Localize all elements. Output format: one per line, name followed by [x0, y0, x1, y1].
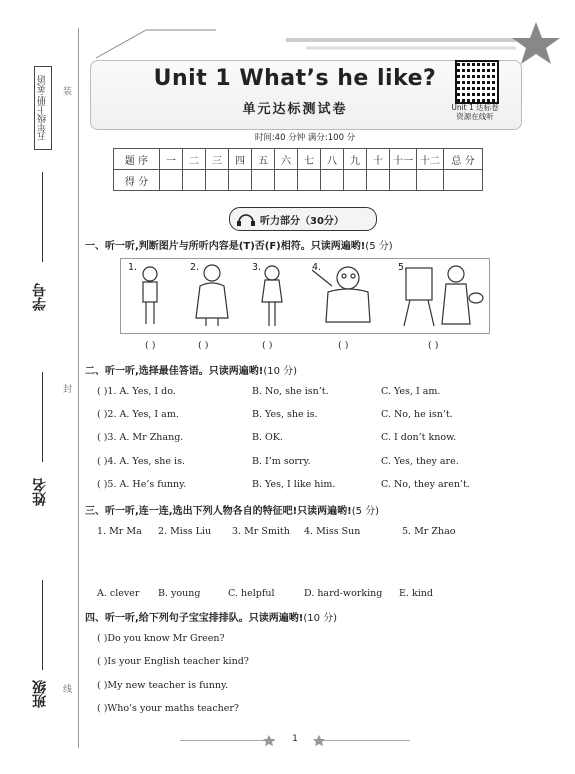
page-title: Unit 1 What’s he like?: [153, 66, 437, 91]
score-cell: 十二: [417, 149, 444, 170]
score-input-cell[interactable]: [275, 170, 298, 191]
star-icon: [512, 22, 560, 64]
score-cell: 十一: [390, 149, 417, 170]
score-cell: 六: [275, 149, 298, 170]
picture-number: 4.: [312, 262, 322, 273]
qr-caption-line2: 资源在线听: [456, 112, 494, 121]
answer-bracket[interactable]: ( ): [338, 340, 349, 351]
section-1-text: 一、听一听,判断图片与所听内容是(T)否(F)相符。只读两遍哟!: [85, 241, 366, 252]
score-table: [113, 148, 483, 191]
page-number: 1: [292, 734, 298, 744]
student-class-line[interactable]: [42, 580, 43, 670]
score-table-header-row: [114, 149, 483, 170]
question-option[interactable]: B. No, she isn’t.: [252, 386, 329, 397]
section-1-title: [85, 237, 393, 252]
listening-banner-label: 听力部分（30分）: [260, 216, 344, 227]
grandma-figure: [196, 265, 228, 326]
question-option[interactable]: ( )2. A. Yes, I am.: [97, 409, 179, 420]
student-class-label: 班级: [32, 680, 48, 708]
trait-option[interactable]: A. clever: [97, 588, 140, 599]
score-table-score-row: [114, 170, 483, 191]
section-4-points: (10 分): [303, 613, 338, 624]
score-input-cell[interactable]: [321, 170, 344, 191]
sentence-item[interactable]: ( )Is your English teacher kind?: [97, 656, 249, 667]
painter-figure: [404, 266, 483, 326]
question-option[interactable]: ( )4. A. Yes, she is.: [97, 456, 185, 467]
question-option[interactable]: B. Yes, I like him.: [252, 479, 336, 490]
score-input-cell[interactable]: [390, 170, 417, 191]
person-name[interactable]: 1. Mr Ma: [97, 526, 142, 537]
section-1-points: (5 分): [365, 241, 393, 252]
star-icon: [313, 735, 325, 746]
score-cell: 二: [183, 149, 206, 170]
footer-line-left: [180, 740, 275, 741]
person-illustrations: [120, 258, 488, 332]
person-name[interactable]: 5. Mr Zhao: [402, 526, 456, 537]
score-input-cell[interactable]: [229, 170, 252, 191]
exam-meta: 时间:40 分钟 满分:100 分: [254, 133, 356, 143]
picture-number: 1.: [128, 262, 138, 273]
section-4-text: 四、听一听,给下列句子宝宝排排队。只读两遍哟!: [85, 613, 304, 624]
question-option[interactable]: C. Yes, I am.: [381, 386, 441, 397]
score-row-label: 得 分: [114, 170, 160, 191]
score-cell: 总 分: [444, 149, 483, 170]
trait-option[interactable]: D. hard-working: [304, 588, 383, 599]
picture-number: 5.: [398, 262, 408, 273]
score-cell: 一: [160, 149, 183, 170]
question-option[interactable]: C. No, he isn’t.: [381, 409, 453, 420]
sentence-item[interactable]: ( )Do you know Mr Green?: [97, 633, 225, 644]
trait-option[interactable]: B. young: [158, 588, 201, 599]
picture-number: 3.: [252, 262, 262, 273]
score-cell: 题 序: [114, 149, 160, 170]
student-name-line[interactable]: [42, 372, 43, 462]
star-icon: [263, 735, 275, 746]
answer-bracket[interactable]: ( ): [262, 340, 273, 351]
score-cell: 三: [206, 149, 229, 170]
question-option[interactable]: B. I’m sorry.: [252, 456, 311, 467]
sentence-item[interactable]: ( )Who’s your maths teacher?: [97, 703, 240, 714]
question-option[interactable]: C. No, they aren’t.: [381, 479, 470, 490]
trait-option[interactable]: C. helpful: [228, 588, 275, 599]
section-3-title: [85, 502, 379, 517]
question-option[interactable]: ( )5. A. He’s funny.: [97, 479, 187, 490]
girl-figure: [262, 266, 282, 326]
question-option[interactable]: ( )3. A. Mr Zhang.: [97, 432, 184, 443]
binding-mark-bottom: 线: [61, 684, 71, 693]
qr-caption: [442, 103, 508, 121]
binding-mark-top: 装: [61, 86, 71, 95]
section-3-text: 三、听一听,连一连,选出下列人物各自的特征吧!只读两遍哟!: [85, 506, 352, 517]
score-input-cell[interactable]: [183, 170, 206, 191]
footer-line-right: [315, 740, 410, 741]
answer-bracket[interactable]: ( ): [145, 340, 156, 351]
section-2-text: 二、听一听,选择最佳答语。只读两遍哟!: [85, 366, 264, 377]
score-cell: 五: [252, 149, 275, 170]
score-input-cell[interactable]: [367, 170, 390, 191]
score-input-cell[interactable]: [344, 170, 367, 191]
qr-caption-line1: Unit 1 达标卷: [451, 103, 499, 112]
score-cell: 九: [344, 149, 367, 170]
qr-code-icon[interactable]: [455, 60, 499, 104]
student-name-label: 姓名: [32, 478, 48, 506]
person-name[interactable]: 3. Mr Smith: [232, 526, 290, 537]
grade-subject-tag: 五年级上册·英语: [34, 66, 52, 150]
score-cell: 四: [229, 149, 252, 170]
score-input-cell[interactable]: [160, 170, 183, 191]
boy-figure: [143, 267, 157, 324]
section-4-title: [85, 609, 337, 624]
question-option[interactable]: B. Yes, she is.: [252, 409, 318, 420]
binding-mark-mid: 封: [61, 384, 71, 393]
score-cell: 七: [298, 149, 321, 170]
score-cell: 十: [367, 149, 390, 170]
section-2-title: [85, 362, 297, 377]
score-input-cell[interactable]: [444, 170, 483, 191]
binding-line: [78, 28, 79, 748]
person-name[interactable]: 2. Miss Liu: [158, 526, 212, 537]
answer-bracket[interactable]: ( ): [428, 340, 439, 351]
person-name[interactable]: 4. Miss Sun: [304, 526, 361, 537]
score-input-cell[interactable]: [252, 170, 275, 191]
picture-number: 2.: [190, 262, 200, 273]
teacher-figure: [312, 267, 370, 322]
question-option[interactable]: B. OK.: [252, 432, 283, 443]
trait-option[interactable]: E. kind: [399, 588, 433, 599]
score-input-cell[interactable]: [298, 170, 321, 191]
score-input-cell[interactable]: [417, 170, 444, 191]
student-id-label: 学号: [32, 283, 48, 311]
section-2-points: (10 分): [263, 366, 298, 377]
section-3-points: (5 分): [351, 506, 380, 517]
question-option[interactable]: C. I don’t know.: [381, 432, 457, 443]
question-option[interactable]: C. Yes, they are.: [381, 456, 459, 467]
listening-banner: [229, 207, 377, 231]
student-id-line[interactable]: [42, 172, 43, 262]
headphones-icon: [236, 211, 256, 227]
score-input-cell[interactable]: [206, 170, 229, 191]
sentence-item[interactable]: ( )My new teacher is funny.: [97, 680, 229, 691]
score-cell: 八: [321, 149, 344, 170]
question-option[interactable]: ( )1. A. Yes, I do.: [97, 386, 176, 397]
answer-bracket[interactable]: ( ): [198, 340, 209, 351]
page-subtitle: 单元达标测试卷: [242, 102, 348, 117]
